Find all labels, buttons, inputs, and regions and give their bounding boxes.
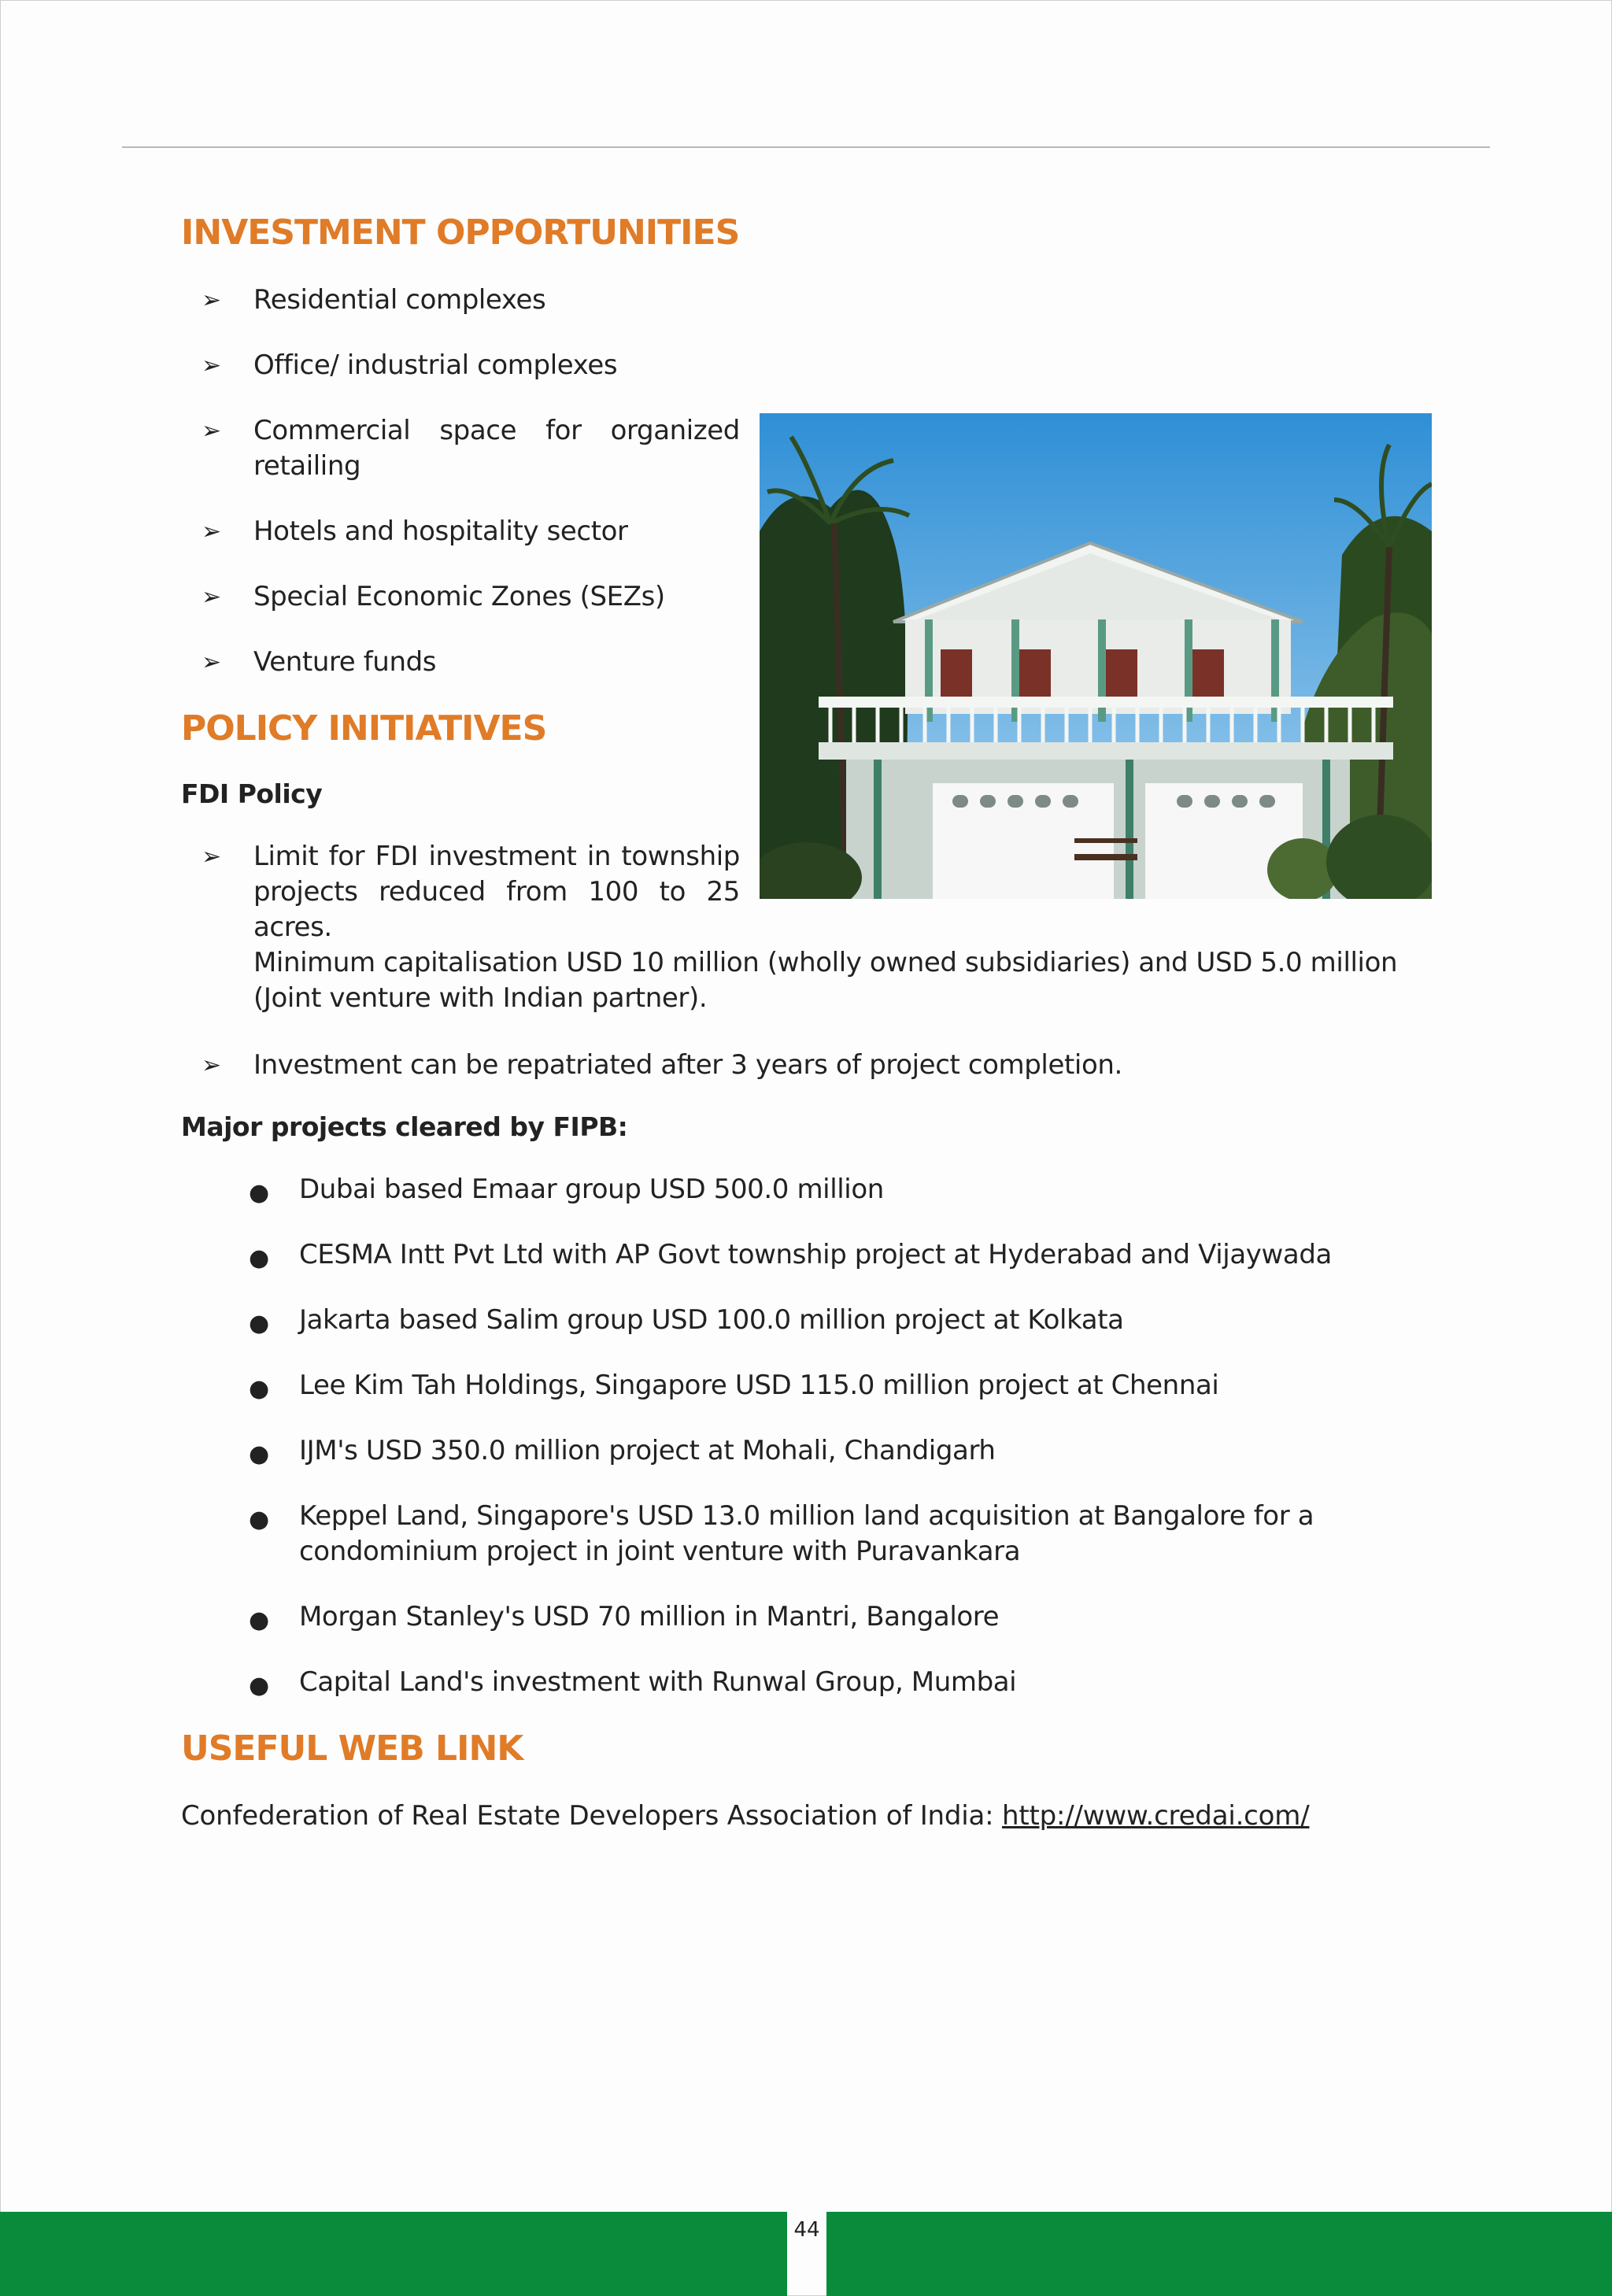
arrow-bullet-icon: ➢ bbox=[202, 287, 221, 314]
list-item: ● IJM's USD 350.0 million project at Mohali, Chandigarh bbox=[181, 1433, 1433, 1469]
list-item: ● Morgan Stanley's USD 70 million in Mantri, Bangalore bbox=[181, 1599, 1433, 1635]
list-item: ➢ Residential complexes bbox=[181, 283, 1433, 318]
heading-investment-opportunities: INVESTMENT OPPORTUNITIES bbox=[181, 213, 740, 253]
list-item: ● Jakarta based Salim group USD 100.0 million project at Kolkata bbox=[181, 1303, 1433, 1338]
arrow-bullet-icon: ➢ bbox=[202, 417, 221, 445]
list-item: ➢ Venture funds bbox=[181, 645, 1433, 680]
projects-list bbox=[181, 1172, 1433, 1700]
dot-bullet-icon: ● bbox=[249, 1375, 269, 1403]
dot-bullet-icon: ● bbox=[249, 1606, 269, 1634]
top-rule bbox=[122, 146, 1490, 148]
web-link-label: Confederation of Real Estate Developers Association of India: bbox=[181, 1800, 1002, 1832]
page-number: 44 bbox=[793, 2218, 820, 2242]
list-item: ● Capital Land's investment with Runwal Group, Mumbai bbox=[181, 1665, 1433, 1700]
heading-useful-web-link: USEFUL WEB LINK bbox=[181, 1728, 523, 1769]
credai-link[interactable]: http://www.credai.com/ bbox=[1002, 1800, 1310, 1832]
footer-bar-right bbox=[826, 2212, 1612, 2296]
heading-policy-initiatives: POLICY INITIATIVES bbox=[181, 708, 547, 749]
dot-bullet-icon: ● bbox=[249, 1440, 269, 1468]
list-item: ● CESMA Intt Pvt Ltd with AP Govt township project at Hyderabad and Vijaywada bbox=[181, 1237, 1433, 1273]
list-item: ➢ Hotels and hospitality sector bbox=[181, 514, 1433, 549]
dot-bullet-icon: ● bbox=[249, 1179, 269, 1207]
list-item: ➢ Commercial space for organized retailing bbox=[202, 415, 740, 482]
dot-bullet-icon: ● bbox=[249, 1310, 269, 1337]
list-item: ● Keppel Land, Singapore's USD 13.0 million land acquisition at Bangalore for a condominium project in joint venture with Puravankara bbox=[249, 1500, 1314, 1567]
footer-bar-left bbox=[0, 2212, 787, 2296]
fdi-list bbox=[181, 839, 1433, 1083]
list-item: ➢ Office/ industrial complexes bbox=[181, 348, 1433, 383]
dot-bullet-icon: ● bbox=[249, 1506, 269, 1533]
fdi-policy-heading: FDI Policy bbox=[181, 778, 323, 809]
dot-bullet-icon: ● bbox=[249, 1672, 269, 1699]
list-item: ➢ Investment can be repatriated after 3 years of project completion. bbox=[181, 1048, 1433, 1083]
investment-list bbox=[181, 283, 1433, 680]
page-content bbox=[181, 213, 1433, 1834]
major-projects-heading: Major projects cleared by FIPB: bbox=[181, 1111, 628, 1142]
list-item: ➢ Limit for FDI investment in township projects reduced from 100 to 25 acres. Minimum capitalisation USD 10 million (wholly owned subsidiaries) and USD 5.0 million (Joint venture with Indian partner). bbox=[202, 841, 1398, 1014]
arrow-bullet-icon: ➢ bbox=[202, 352, 221, 379]
arrow-bullet-icon: ➢ bbox=[202, 1052, 221, 1079]
list-item: ● Dubai based Emaar group USD 500.0 million bbox=[181, 1172, 1433, 1207]
arrow-bullet-icon: ➢ bbox=[202, 649, 221, 676]
web-link-line bbox=[181, 1799, 1433, 1834]
arrow-bullet-icon: ➢ bbox=[202, 583, 221, 611]
list-item: ➢ Special Economic Zones (SEZs) bbox=[181, 579, 1433, 615]
arrow-bullet-icon: ➢ bbox=[202, 518, 221, 545]
list-item: ● Lee Kim Tah Holdings, Singapore USD 115.0 million project at Chennai bbox=[181, 1368, 1433, 1403]
arrow-bullet-icon: ➢ bbox=[202, 843, 221, 871]
dot-bullet-icon: ● bbox=[249, 1244, 269, 1272]
